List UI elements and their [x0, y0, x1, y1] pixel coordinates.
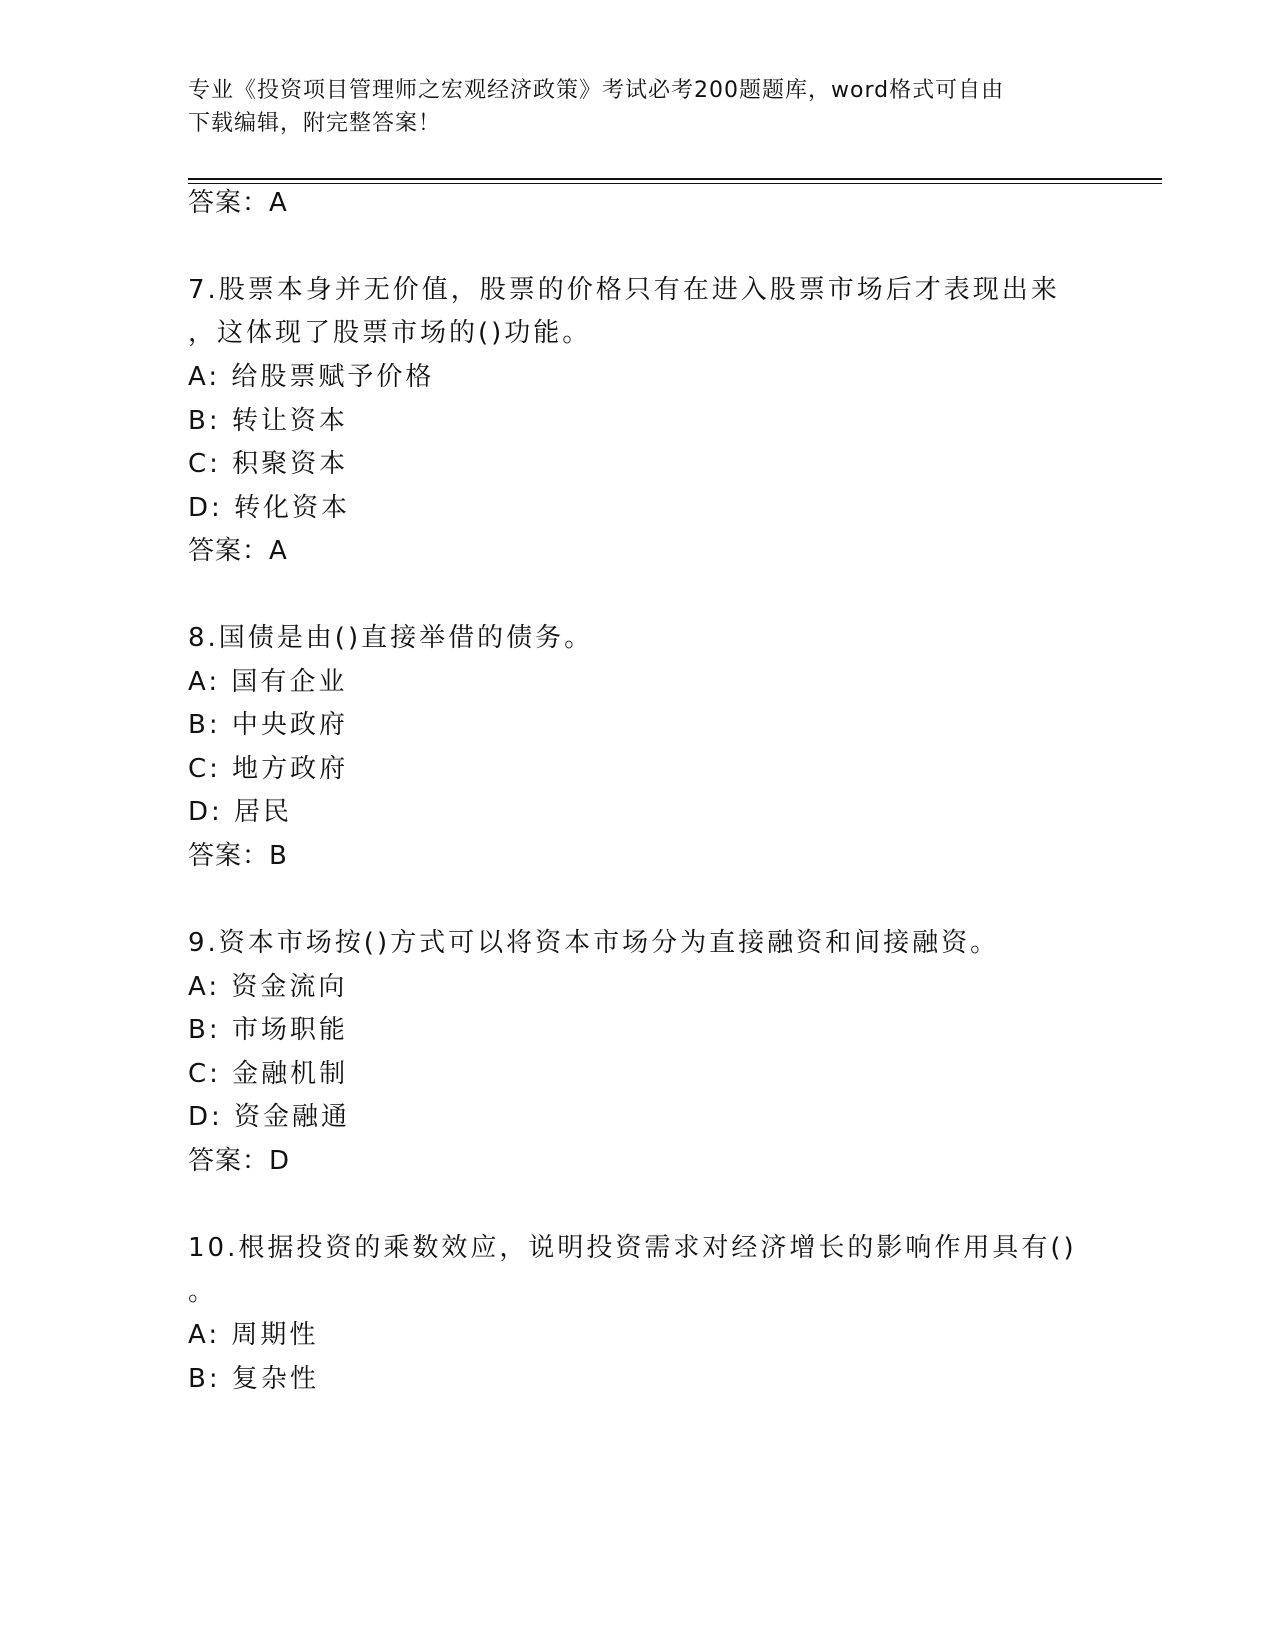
option-c: C: 金融机制 [188, 1059, 349, 1089]
header-divider-thin [188, 183, 1162, 184]
document-header [188, 74, 1088, 140]
answer-line: 答案：A [188, 536, 288, 566]
question-stem-continued: 。 [188, 1277, 218, 1307]
option-b: B: 市场职能 [188, 1015, 348, 1045]
option-b: B: 中央政府 [188, 710, 348, 740]
option-a: A: 周期性 [188, 1320, 319, 1350]
option-d: D: 资金融通 [188, 1102, 351, 1132]
header-line-2: 下载编辑，附完整答案！ [188, 111, 442, 136]
option-c: C: 地方政府 [188, 754, 349, 784]
option-d: D: 转化资本 [188, 493, 351, 523]
option-a: A: 给股票赋予价格 [188, 362, 435, 392]
question-stem: 7.股票本身并无价值，股票的价格只有在进入股票市场后才表现出来 [188, 275, 1060, 305]
question-stem: 9.资本市场按()方式可以将资本市场分为直接融资和间接融资。 [188, 928, 1000, 958]
question-stem: 8.国债是由()直接举借的债务。 [188, 623, 594, 653]
answer-line: 答案：B [188, 841, 288, 871]
option-c: C: 积聚资本 [188, 449, 349, 479]
option-d: D: 居民 [188, 797, 293, 827]
option-a: A: 国有企业 [188, 667, 348, 697]
question-stem-continued: ，这体现了股票市场的()功能。 [188, 318, 592, 348]
option-b: B: 转让资本 [188, 406, 348, 436]
question-stem: 10.根据投资的乘数效应，说明投资需求对经济增长的影响作用具有() [188, 1233, 1077, 1263]
header-line-1: 专业《投资项目管理师之宏观经济政策》考试必考200题题库，word格式可自由 [188, 78, 1005, 103]
header-divider-thick [188, 178, 1162, 180]
answer-line: 答案：D [188, 1146, 291, 1176]
answer-line: 答案：A [188, 188, 288, 218]
option-a: A: 资金流向 [188, 972, 348, 1002]
option-b: B: 复杂性 [188, 1364, 319, 1394]
